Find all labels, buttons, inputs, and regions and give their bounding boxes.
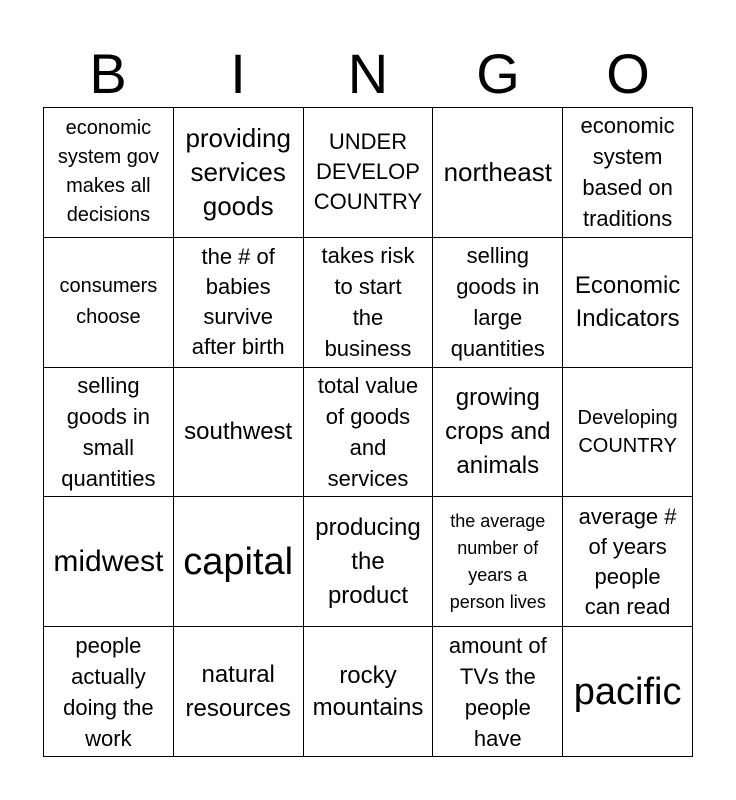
header-letter-g: G	[476, 42, 520, 105]
cell-text: takes risk to start the business	[321, 243, 415, 362]
bingo-cell[interactable]	[174, 627, 304, 757]
bingo-cell[interactable]	[304, 368, 434, 498]
cell-text: UNDER DEVELOP COUNTRY	[313, 129, 423, 215]
bingo-cell[interactable]	[304, 497, 434, 627]
bingo-cell[interactable]	[174, 497, 304, 627]
cell-text: economic system gov makes all decisions	[57, 117, 159, 227]
cell-text: providing services goods	[185, 123, 291, 222]
header-letter-n: N	[347, 42, 389, 105]
cell-text: amount of TVs the people have	[448, 632, 547, 751]
bingo-cell[interactable]	[304, 238, 434, 368]
cell-text: capital	[183, 540, 294, 583]
bingo-header	[43, 40, 693, 108]
cell-text: growing crops and animals	[445, 383, 551, 479]
cell-text: rocky mountains	[312, 661, 424, 721]
bingo-cell[interactable]	[174, 238, 304, 368]
cell-text: people actually doing the work	[63, 632, 154, 751]
bingo-cell[interactable]	[433, 108, 563, 238]
cell-text: average # of years people can read	[578, 503, 677, 619]
bingo-cell[interactable]	[563, 368, 693, 498]
cell-text: southwest	[184, 417, 293, 445]
cell-text: natural resources	[185, 660, 291, 722]
cell-text: selling goods in large quantities	[450, 243, 545, 362]
bingo-cell[interactable]	[433, 627, 563, 757]
header-letter-i: I	[230, 42, 246, 105]
bingo-cell[interactable]	[433, 238, 563, 368]
bingo-cell[interactable]	[44, 497, 174, 627]
bingo-cell[interactable]	[44, 627, 174, 757]
cell-text: economic system based on traditions	[580, 113, 675, 232]
bingo-cell[interactable]	[174, 368, 304, 498]
bingo-cell[interactable]	[174, 108, 304, 238]
bingo-cell[interactable]	[563, 497, 693, 627]
bingo-cell[interactable]	[44, 368, 174, 498]
cell-text: the average number of years a person lives	[449, 510, 546, 612]
cell-text: producing the product	[315, 513, 421, 609]
cell-text: selling goods in small quantities	[61, 372, 156, 491]
cell-text: total value of goods and services	[317, 372, 419, 491]
cell-text: consumers choose	[59, 275, 158, 329]
bingo-cell[interactable]	[433, 368, 563, 498]
bingo-cell[interactable]	[563, 108, 693, 238]
bingo-cell[interactable]	[44, 238, 174, 368]
header-letter-b: B	[89, 42, 127, 105]
cell-text: midwest	[53, 544, 164, 578]
cell-text: northeast	[443, 157, 552, 188]
bingo-cell[interactable]	[44, 108, 174, 238]
cell-text: Economic Indicators	[574, 272, 681, 333]
cell-text: the # of babies survive after birth	[191, 244, 285, 360]
bingo-grid	[43, 107, 693, 757]
bingo-cell[interactable]	[563, 627, 693, 757]
bingo-cell[interactable]	[433, 497, 563, 627]
header-letter-o: O	[606, 42, 650, 105]
bingo-cell[interactable]	[563, 238, 693, 368]
bingo-cell[interactable]	[304, 627, 434, 757]
cell-text: pacific	[573, 670, 682, 713]
bingo-cell[interactable]	[304, 108, 434, 238]
cell-text: Developing COUNTRY	[577, 406, 678, 457]
